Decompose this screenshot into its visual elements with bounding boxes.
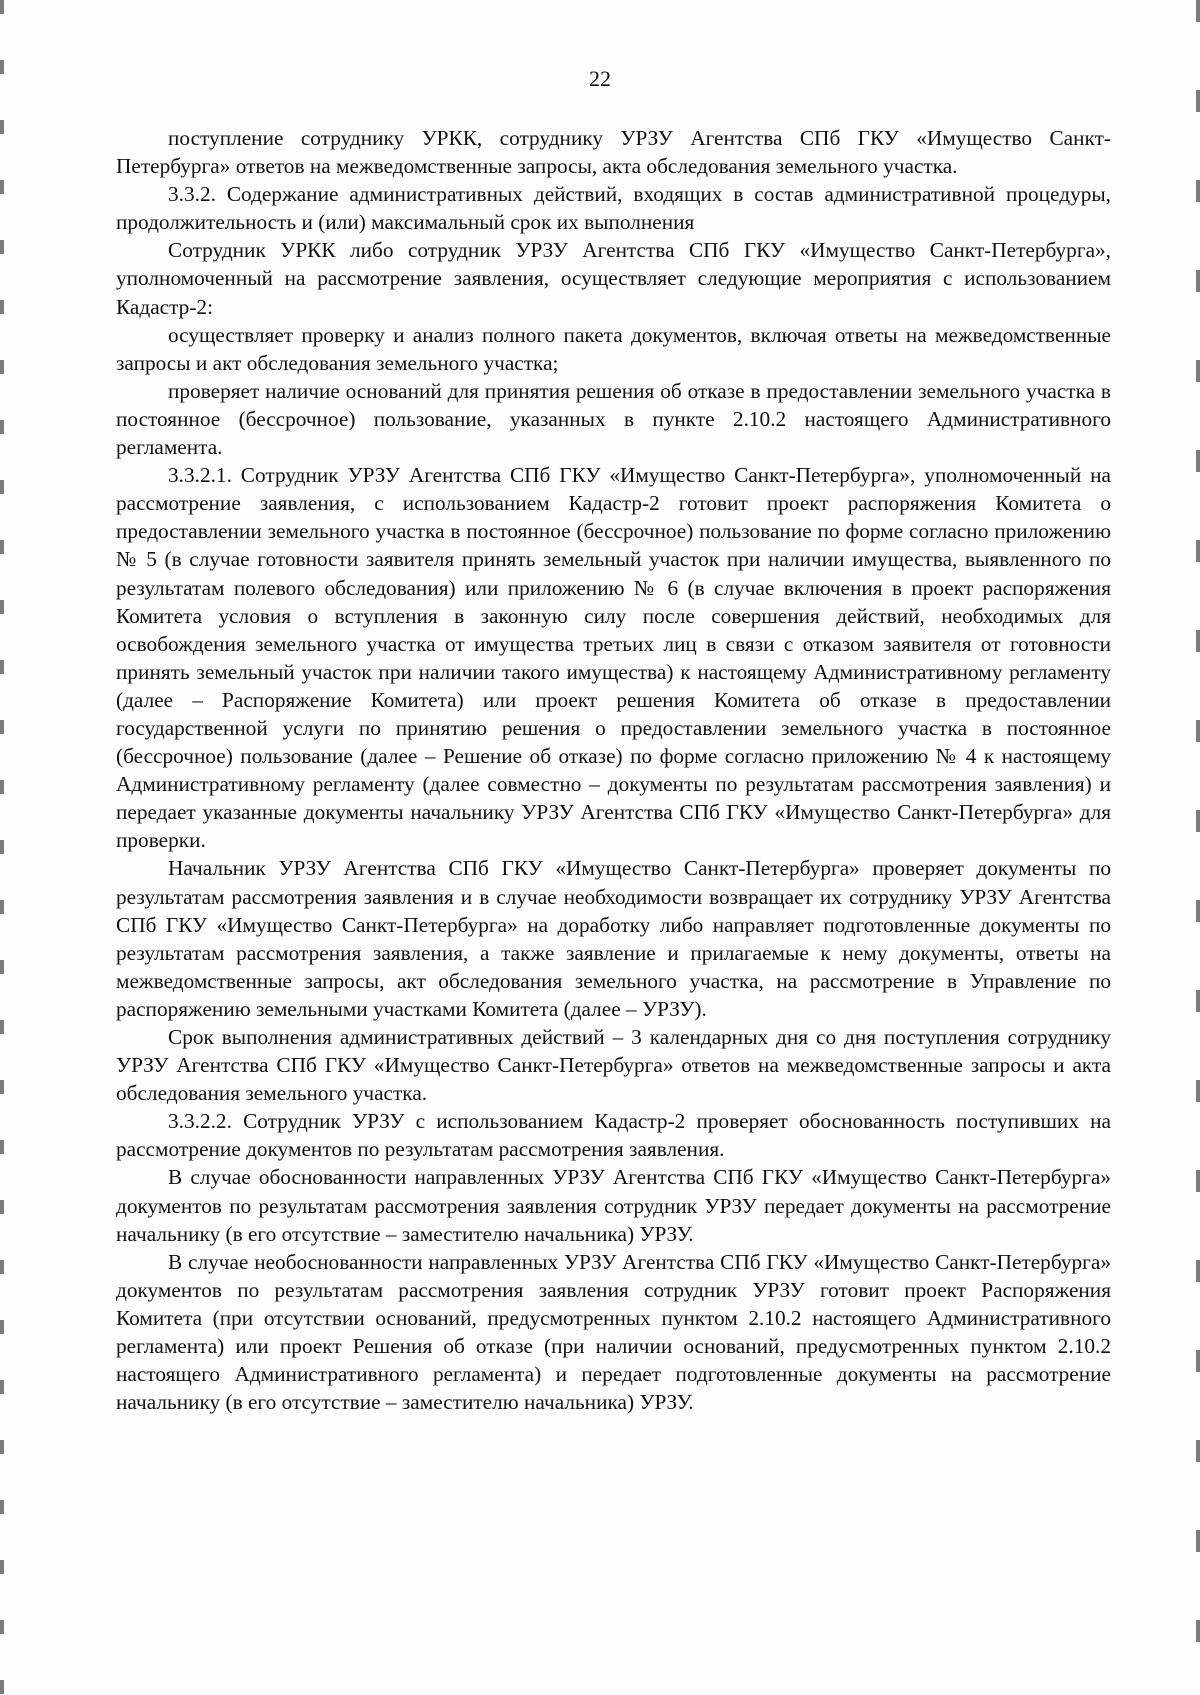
paragraph: 3.3.2. Содержание административных действий, входящих в состав административной процедуры, продолжительность и (или) максимальный срок их выполнения [116, 182, 1111, 235]
paragraph: 3.3.2.2. Сотрудник УРЗУ с использованием Кадастр-2 проверяет обоснованность поступивших на рассмотрение документов по результатам рассмотрения заявления. [116, 1109, 1111, 1162]
scan-edge-left [0, 0, 4, 1695]
page-number: 22 [589, 66, 611, 91]
scan-edge-right [1196, 0, 1200, 1695]
paragraph: проверяет наличие оснований для принятия решения об отказе в предоставлении земельного участка в постоянное (бессрочное) пользование, указанных в пункте 2.10.2 настоящего Административного регламента. [116, 378, 1111, 460]
paragraph: осуществляет проверку и анализ полного пакета документов, включая ответы на межведомственные запросы и акт обследования земельного участка; [116, 322, 1111, 375]
paragraph: Начальник УРЗУ Агентства СПб ГКУ «Имущество Санкт-Петербурга» проверяет документы по результатам рассмотрения заявления и в случае необходимости возвращает их сотруднику УРЗУ Агентства СПб ГКУ «Имущество Санкт-Петербурга» на доработку либо направляет подготовленные документы по результатам рассмотрения заявления, а также заявление и прилагаемые к нему документы, ответы на межведомственные запросы, акт обследования земельного участка, на рассмотрение в Управление по распоряжению земельными участками Комитета (далее – УРЗУ). [116, 856, 1111, 1021]
paragraph: В случае необоснованности направленных УРЗУ Агентства СПб ГКУ «Имущество Санкт-Петербурга» документов по результатам рассмотрения заявления сотрудник УРЗУ готовит проект Распоряжения Комитета (при отсутствии оснований, предусмотренных пунктом 2.10.2 настоящего Административного регламента) или проект Решения об отказе (при наличии оснований, предусмотренных пунктом 2.10.2 настоящего Административного регламента) и передает подготовленные документы на рассмотрение начальнику (в его отсутствие – заместителю начальника) УРЗУ. [116, 1249, 1111, 1415]
document-body [116, 124, 1111, 1416]
paragraph: Срок выполнения административных действий – 3 календарных дня со дня поступления сотруднику УРЗУ Агентства СПб ГКУ «Имущество Санкт-Петербурга» ответов на межведомственные запросы и акта обследования земельного участка. [116, 1025, 1111, 1106]
paragraph: 3.3.2.1. Сотрудник УРЗУ Агентства СПб ГКУ «Имущество Санкт-Петербурга», уполномоченный на рассмотрение заявления, с использованием Кадастр-2 готовит проект распоряжения Комитета о предоставлении земельного участка в постоянное (бессрочное) пользование по форме согласно приложению № 5 (в случае готовности заявителя принять земельный участок при наличии имущества, выявленного по результатам полевого обследования) или приложению № 6 (в случае включения в проект распоряжения Комитета условия о вступления в законную силу после совершения действий, необходимых для освобождения земельного участка от имущества третьих лиц в связи с отказом заявителя от готовности принять земельный участок при наличии такого имущества) к настоящему Административному регламенту (далее – Распоряжение Комитета) или проект решения Комитета об отказе в предоставлении государственной услуги по принятию решения о предоставлении земельного участка в постоянное (бессрочное) пользование (далее – Решение об отказе) по форме согласно приложению № 4 к настоящему Административному регламенту (далее совместно – документы по результатам рассмотрения заявления) и передает указанные документы начальнику УРЗУ Агентства СПб ГКУ «Имущество Санкт-Петербурга» для проверки. [116, 463, 1111, 853]
paragraph: Сотрудник УРКК либо сотрудник УРЗУ Агентства СПб ГКУ «Имущество Санкт-Петербурга», уполномоченный на рассмотрение заявления, осуществляет следующие мероприятия с использованием Кадастр-2: [116, 238, 1111, 319]
paragraph: поступление сотруднику УРКК, сотруднику УРЗУ Агентства СПб ГКУ «Имущество Санкт-Петербурга» ответов на межведомственные запросы, акта обследования земельного участка. [116, 126, 1111, 179]
paragraph: В случае обоснованности направленных УРЗУ Агентства СПб ГКУ «Имущество Санкт-Петербурга» документов по результатам рассмотрения заявления сотрудник УРЗУ передает документы на рассмотрение начальнику (в его отсутствие – заместителю начальника) УРЗУ. [116, 1165, 1111, 1246]
